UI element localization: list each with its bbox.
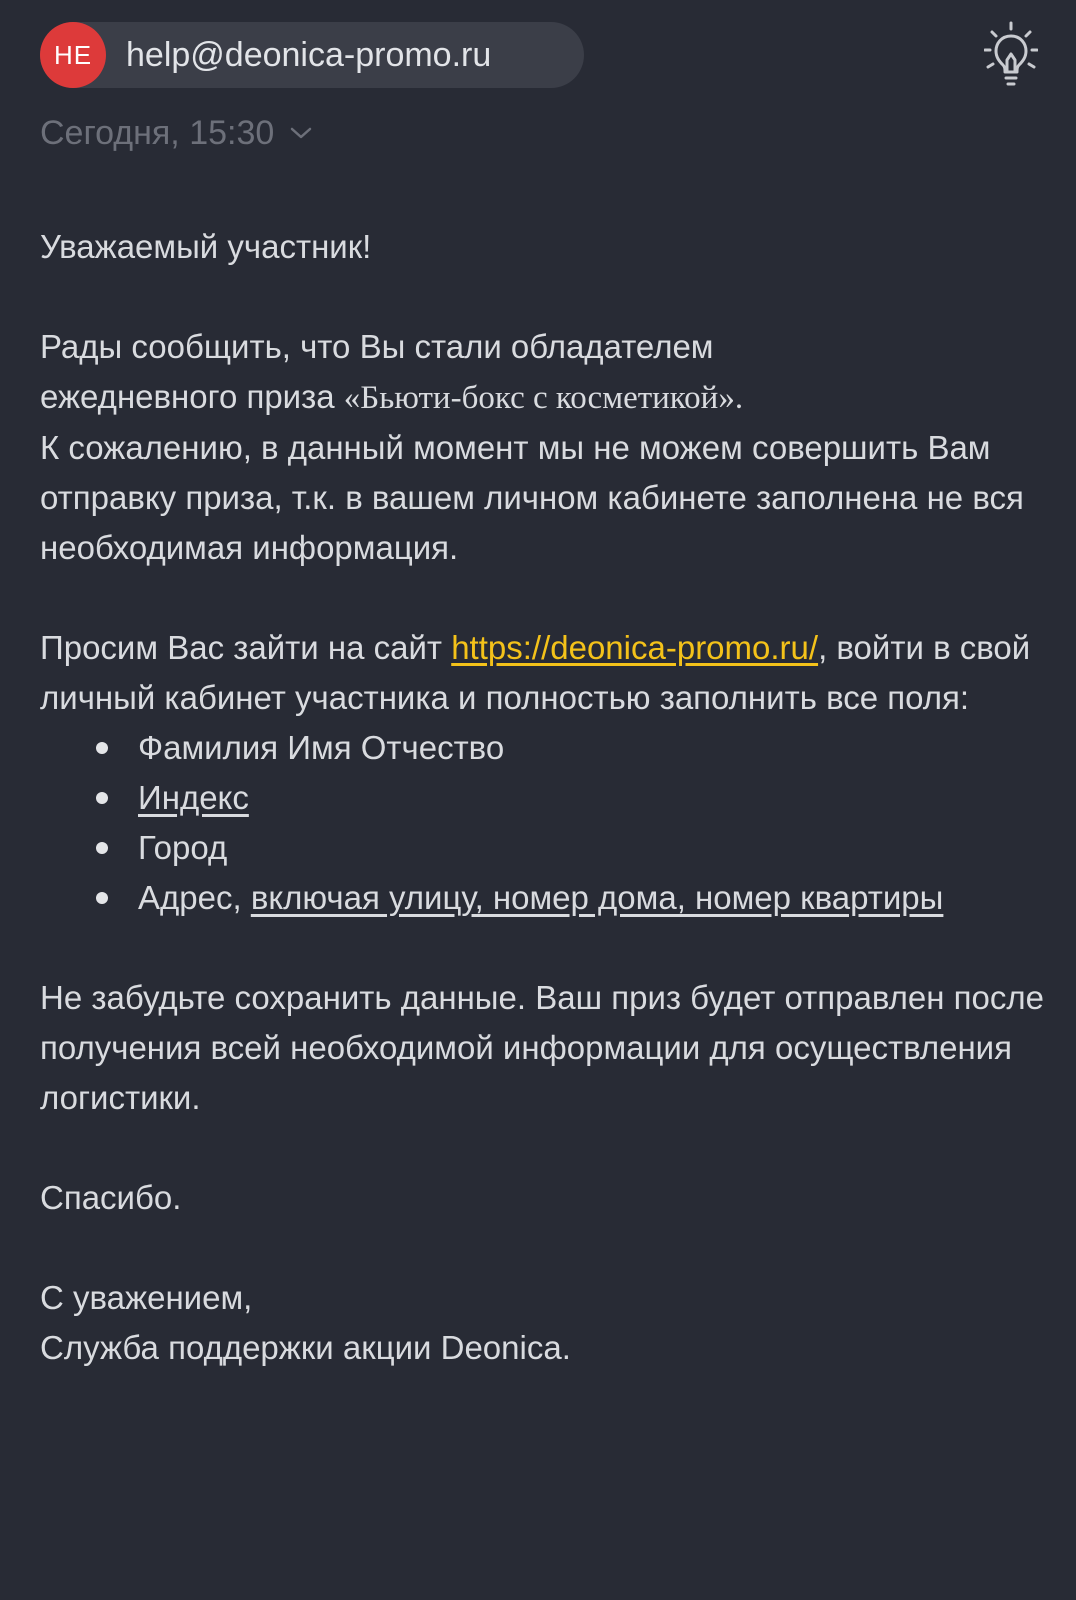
field-index-link[interactable]: Индекс	[138, 779, 249, 816]
signature-text: Служба поддержки акции Deonica.	[40, 1329, 571, 1366]
sender-email[interactable]: help@deonica-promo.ru	[126, 36, 492, 74]
list-item	[138, 773, 1050, 823]
thanks-text: Спасибо.	[40, 1179, 182, 1216]
sender-avatar: HE	[40, 22, 106, 88]
prize-line-2-prefix: ежедневного приза	[40, 378, 344, 415]
instructions-paragraph	[40, 623, 1050, 723]
instructions-suffix: , войти в свой личный кабинет участника и полностью заполнить все поля:	[40, 629, 1031, 716]
instructions-prefix: Просим Вас зайти на сайт	[40, 629, 452, 666]
email-body	[40, 222, 1050, 1373]
list-item	[138, 873, 1050, 923]
save-data-paragraph: Не забудьте сохранить данные. Ваш приз будет отправлен после получения всей необходимой информации для осуществления логистики.	[40, 979, 1044, 1116]
field-address-detail-link[interactable]: включая улицу, номер дома, номер квартиры	[250, 879, 944, 916]
prize-name: «Бьюти-бокс с косметикой».	[343, 380, 744, 416]
list-item	[138, 823, 1050, 873]
greeting: Уважаемый участник!	[40, 228, 372, 265]
lightbulb-icon[interactable]	[984, 20, 1038, 90]
field-city: Город	[138, 829, 228, 866]
field-fio: Фамилия Имя Отчество	[138, 729, 505, 766]
date-toggle[interactable]	[40, 108, 312, 158]
list-item	[138, 723, 1050, 773]
chevron-down-icon	[290, 126, 312, 140]
prize-line-1: Рады сообщить, что Вы стали обладателем	[40, 328, 714, 365]
prize-missing-info-text: К сожалению, в данный момент мы не можем совершить Вам отправку приза, т.к. в вашем личном кабинете заполнена не вся необходимая информация.	[40, 429, 1024, 566]
field-address-prefix: Адрес,	[138, 879, 251, 916]
prize-paragraph	[40, 322, 1050, 573]
date-label: Сегодня, 15:30	[40, 114, 275, 152]
site-link[interactable]: https://deonica-promo.ru/	[451, 629, 819, 666]
required-fields-list	[40, 723, 1050, 923]
regards-text: С уважением,	[40, 1279, 253, 1316]
